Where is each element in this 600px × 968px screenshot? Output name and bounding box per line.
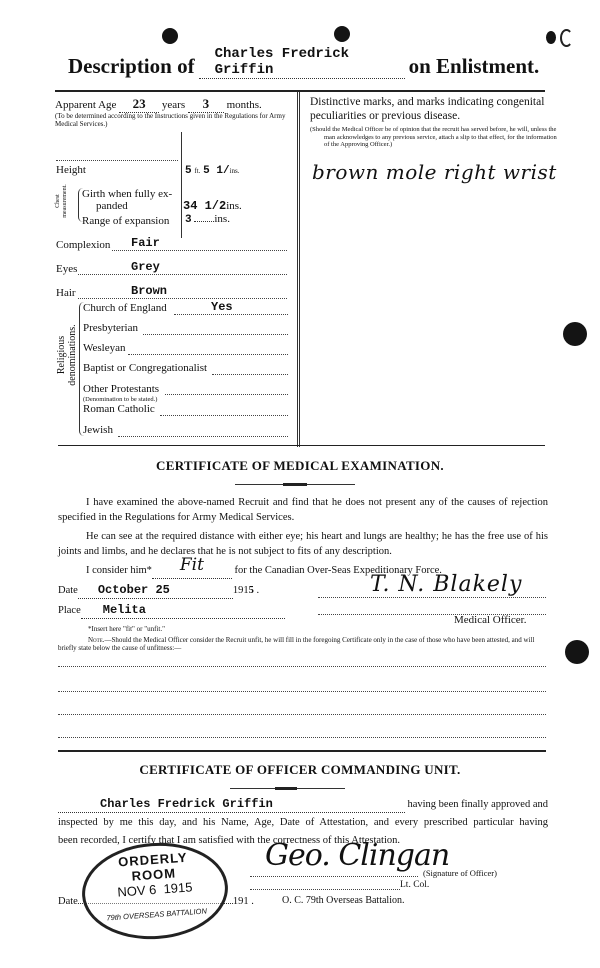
medical-place-row: Place Melita	[58, 603, 285, 619]
title-suffix: on Enlistment.	[408, 54, 540, 78]
officer-rank: Lt. Col.	[400, 880, 430, 890]
chest-group-label: Chest measurement.	[55, 184, 68, 218]
stamp-date: NOV 6 1915	[116, 879, 193, 900]
height-ft-value: 5	[185, 165, 192, 177]
stamp-bottom-text: 79th OVERSEAS BATTALION	[106, 906, 208, 923]
years-label: years	[161, 99, 186, 111]
corner-mark	[560, 29, 573, 47]
officer-unit: O. C. 79th Overseas Battalion.	[282, 895, 405, 906]
medical-note: Note.—Should the Medical Officer consider the Recruit unfit, he will fill in the foregoing Certificate only in the case of those who have been attested, and will briefly state below the cause of unfitness:—	[58, 636, 535, 652]
signature-label: (Signature of Officer)	[423, 868, 497, 878]
height-value-row: 5 ft. 5 1/ins.	[185, 165, 240, 177]
age-months-value: 3	[202, 96, 210, 111]
medical-date-row: Date October 25 1915 .	[58, 583, 260, 597]
recruit-name: Charles Fredrick Griffin	[199, 46, 405, 79]
medical-year-value: 5	[248, 585, 254, 596]
officer-certificate-title: CERTIFICATE OF OFFICER COMMANDING UNIT.	[139, 762, 461, 777]
medical-paragraph-1: I have examined the above-named Recruit and find that he does not present any of the causes of rejection specified in the Regulations for Army Medical Services.	[58, 497, 548, 523]
title-prefix: Description of	[68, 54, 195, 78]
medical-officer-signature: T. N. Blakely	[370, 572, 523, 597]
punch-hole	[162, 28, 178, 44]
medical-footnote: *Insert here "fit" or "unfit."	[88, 625, 165, 633]
religion-presbyterian: Presbyterian	[83, 322, 138, 334]
age-years-value: 23	[132, 96, 146, 111]
document-title	[68, 46, 548, 76]
commanding-officer-signature: Geo. Clingan	[265, 838, 450, 873]
religion-other-note: (Denomination to be stated.)	[83, 396, 158, 403]
stamp-top-text: ORDERLY ROOM	[117, 849, 188, 884]
height-in-value: 5 1/	[203, 165, 230, 177]
fitness-value: Fit	[179, 555, 204, 575]
age-note: (To be determined according to the Instructions given in the Regulations for Army Medical Services.)	[55, 112, 286, 128]
hair-label: Hair	[56, 287, 76, 299]
girth-value-row: 34 1/2ins.	[183, 199, 242, 213]
punch-hole	[565, 640, 589, 664]
age-label: Apparent Age	[55, 99, 117, 111]
unfitness-line[interactable]	[58, 737, 546, 738]
medical-signature-line	[318, 597, 546, 598]
religion-jewish: Jewish	[83, 424, 113, 436]
marks-heading: Distinctive marks, and marks indicating congenital peculiarities or previous disease.	[310, 96, 545, 122]
medical-officer-label: Medical Officer.	[454, 614, 527, 626]
force-text: for the Canadian Over-Seas Expeditionary Force.	[234, 565, 442, 576]
height-label: Height	[56, 164, 86, 176]
column-divider	[299, 92, 300, 447]
height-label-line	[56, 160, 178, 161]
punch-hole	[334, 26, 350, 42]
divider-top	[55, 90, 545, 92]
divider-bottom	[58, 750, 546, 752]
unfitness-line[interactable]	[58, 714, 546, 715]
marks-note: (Should the Medical Officer be of opinion that the recruit has served before, he will, unless the man acknowledges to any previous service, attach a slip to that effect, for the information of the Approving Officer.)	[310, 126, 557, 148]
eyes-line	[78, 274, 287, 275]
column-divider	[297, 92, 298, 447]
complexion-value: Fair	[131, 236, 160, 250]
officer-line-1: Charles Fredrick Griffin having been finally approved and	[58, 797, 548, 813]
unfitness-line[interactable]	[58, 691, 546, 692]
marks-value: brown mole right wrist	[312, 160, 557, 184]
punch-hole	[546, 31, 556, 44]
religion-value: Yes	[211, 300, 233, 314]
consider-row: I consider him* Fit for the Canadian Over-Seas Expeditionary Force.	[86, 561, 546, 579]
medical-certificate-title: CERTIFICATE OF MEDICAL EXAMINATION.	[156, 458, 444, 473]
officer-line-3: been recorded, I certify that I am satisfied with the correctness of this Attestation.	[58, 835, 401, 846]
officer-date-row: Date 191 .	[58, 896, 254, 907]
orderly-room-stamp	[79, 838, 231, 944]
religion-other-protestants: Other Protestants	[83, 383, 160, 395]
religion-wesleyan: Wesleyan	[83, 342, 126, 354]
range-value-row: 3 ins.	[185, 213, 230, 226]
hair-line	[78, 298, 287, 299]
unfitness-line[interactable]	[58, 666, 546, 667]
religion-roman-catholic: Roman Catholic	[83, 403, 155, 415]
medical-paragraph-2: He can see at the required distance with either eye; his heart and lungs are healthy; he has the free use of his joints and limbs, and he declares that he is not subject to fits of any description.	[58, 531, 548, 557]
punch-hole	[563, 322, 587, 346]
religion-group-label: Religious denominations.	[56, 324, 78, 386]
eyes-label: Eyes	[56, 263, 78, 275]
officer-signature-line	[250, 876, 418, 877]
religion-church-of-england: Church of England Yes	[83, 300, 233, 314]
medical-date-value: October 25	[97, 583, 170, 597]
months-label: months.	[226, 99, 262, 111]
divider-mid	[58, 445, 545, 446]
officer-line-2: inspected by me this day, and his Name, Age, Date of Attestation, and every prescribed particular having	[58, 817, 548, 828]
measure-divider	[181, 132, 182, 238]
complexion-label: Complexion	[56, 239, 111, 251]
girth-label-1: Girth when fully ex-	[82, 188, 173, 200]
medical-place-value: Melita	[102, 603, 146, 617]
age-row	[55, 96, 295, 113]
girth-label-2: panded	[96, 200, 128, 212]
girth-value: 34 1/2	[183, 199, 227, 213]
officer-recruit-name: Charles Fredrick Griffin	[100, 797, 273, 811]
hair-value: Brown	[131, 284, 168, 298]
range-label: Range of expansion	[82, 215, 170, 227]
eyes-value: Grey	[131, 260, 160, 274]
religion-baptist: Baptist or Congregationalist	[83, 362, 208, 374]
range-value: 3	[185, 214, 192, 226]
complexion-line	[112, 250, 287, 251]
